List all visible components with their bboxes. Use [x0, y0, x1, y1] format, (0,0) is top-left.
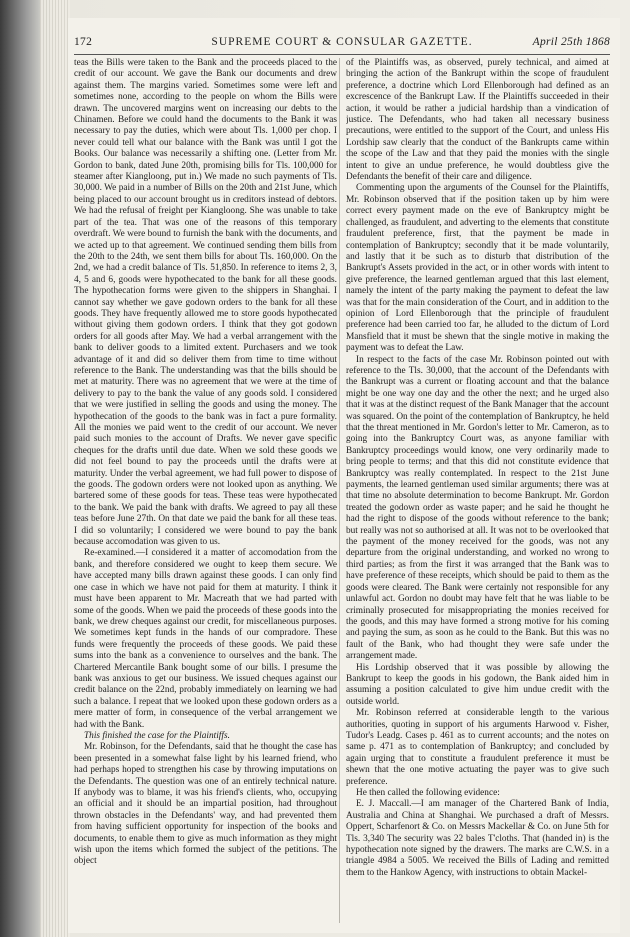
newspaper-page	[68, 18, 620, 933]
publication-title: SUPREME COURT & CONSULAR GAZETTE.	[211, 36, 473, 48]
right-column	[346, 58, 609, 923]
paragraph-plaintiffs-object: of the Plaintiffs was, as observed, purely technical, and aimed at bringing the action of the Bankrupt within the scope of fraudulent preference, a doctrine which Lord Ellenborough had defined as an excrescence of the Bankrupt Law. If the Plaintiffs succeeded in their action, it would be rather a judicial hardship than a vindication of justice. The Defendants, who had taken all necessary business precautions, were entitled to the support of the Court, and unless His Lordship saw clearly that the conduct of the Bankrupts came within the scope of the Law and that they paid the monies with the single intent to give an undue preference, he would doubtless give the Defendants the benefit of their care and diligence.	[346, 58, 609, 183]
paragraph-re-examined: Re-examined.—I considered it a matter of accomodation from the bank, and therefore considered we ought to keep them secure. We have accepted many bills drawn against these goods. I can only find one case in which we have not paid for them at maturity. I think it must have been apparent to Mr. Macreath that we had parted with some of the goods. When we paid the proceeds of these goods into the bank, we drew cheques against our credit, for miscellaneous purposes. We sometimes kept funds in the hands of our compradore. These funds were frequently the proceeds of these goods. We paid these sums into the bank as a convenience to ourselves and the bank. The Chartered Mercantile Bank bought some of our bills. I presume the bank was anxious to get our business. We issued cheques against our credit balance on the 22nd, probably immediately on learning we had such a balance. I repeat that we looked upon these godown orders as a mere matter of form, in consequence of the verbal arrangement we had with the Bank.	[74, 548, 337, 730]
paragraph-lordship-observed: His Lordship observed that it was possible by allowing the Bankrupt to keep the goods in his godown, the Bank aided him in assuming a position calculated to give him undue credit with the outside world.	[346, 662, 609, 707]
paragraph-case-finished: This finished the case for the Plaintiffs.	[84, 730, 230, 741]
issue-date: April 25th 1868	[532, 36, 610, 48]
paragraph-facts-of-case: In respect to the facts of the case Mr. Robinson pointed out with reference to the Tls. 30,000, that the account of the Defendants with the Bankrupt was a current or floating account and that the balance might be one way one day and the other the next; and he urged also that it was at the distinct request of the Bank Manager that the account was squared. On the point of the contemplation of Bankruptcy, he held that the threat mentioned in Mr. Gordon's letter to Mr. Cameron, as to going into the Bankruptcy Court was, as anyone familiar with Bankruptcy proceedings would know, one very ordinarily made to bring people to terms; and that this did not constitute evidence that Bankruptcy was really contemplated. In respect to the 21st June payments, the learned gentleman used similar arguments; there was at that time no absolute determination to become Bankrupt. Mr. Gordon treated the godown order as waste paper; and he said he thought he had the right to dispose of the goods without reference to the bank; but really was not so authorised at all. It was not to be overlooked that the payment of the money received for the goods, was not any departure from the original understanding, and worked no wrong to third parties; as from the first it was arranged that the Bank was to have preference of these receipts, which should be paid to them as the goods were cleared. The Bank were certainly not responsible for any unlawful act. Gordon no doubt may have felt that he was liable to be criminally prosecuted for misappropriating the monies received for the goods, and this may have formed a strong motive for his coming and paying the sum, as soon as he could to the Bank. But this was no fault of the Bank, who had thought they were safe under the arrangement made.	[346, 354, 609, 662]
header-rule	[74, 54, 610, 55]
paragraph-robinson-opening: Mr. Robinson, for the Defendants, said that he thought the case has been presented in a somewhat false light by his learned friend, who had perhaps hoped to strengthen his case by throwing imputations on the Defendants. The question was one of an entirely technical nature. If anybody was to blame, it was his friend's clients, who, occupying an official and it should be an impartial position, had throughout thrown obstacles in the Defendants' way, and had prevented them from having sufficient opportunity for inspection of the books and documents, to enable them to give as much information as they might wish upon the items which formed the subject of the petitions. The object	[74, 742, 337, 867]
column-divider	[339, 58, 340, 923]
paragraph-authorities: Mr. Robinson referred at considerable length to the various authorities, quoting in support of his arguments Harwood v. Fisher, Tudor's Leadg. Cases p. 461 as to current accounts; and the notes on same p. 471 as to contemplation of Bankruptcy; and concluded by again urging that to constitute a fraudulent preference it must be shewn that the one motive actuating the payer was to give such preference.	[346, 708, 609, 787]
page-number: 172	[74, 36, 93, 48]
page-edges	[40, 0, 70, 937]
paragraph-commenting: Commenting upon the arguments of the Counsel for the Plaintiffs, Mr. Robinson observed that if the position taken up by him were correct every payment made on the eve of Bankruptcy might be challenged, as fraudulent, and adverting to the elements that constitute fraudulent preference, first, that the payment be made in contemplation of Bankruptcy; secondly that it be made voluntarily, and lastly that it be such as to disturb that distribution of the Bankrupt's Assets provided in the act, or in other words with intent to give preference, the learned gentleman argued that this last element, namely the intent of the party making the payment to defeat the law was that for the main consideration of the Court, and in addition to the opinion of Lord Ellenborough that the principle of fraudulent preference had been carried too far, he alluded to the dictum of Lord Mansfield that it must be shewn that the single motive in making the payment was to defeat the Law.	[346, 183, 609, 354]
page-header	[74, 36, 610, 52]
left-column	[74, 58, 337, 923]
paragraph-evidence-called: He then called the following evidence:	[356, 788, 500, 798]
paragraph-evidence: teas the Bills were taken to the Bank and the proceeds placed to the credit of our account. We gave the Bank our documents and drew against them. The margins varied. Sometimes some were left and sometimes none, according to the people on whom the Bills were drawn. The uncovered margins went on increasing our debts to the Chinamen. Before we could hand the documents to the Bank it was necessary to pay the duties, which were about Tls. 1,000 per chop. I never could tell what our balance with the Bank was until I got the Books. Our balance was necessarily a shifting one. (Letter from Mr. Gordon to bank, dated June 20th, promising bills for Tls. 100,000 for steamer after Kiangloong, put in.) We made no such payments of Tls. 30,000. We paid in a number of Bills on the 20th and 21st June, which being placed to our account brought us in creditors instead of debtors. We had the refusal of freight per Kiangloong. She was unable to take part of the tea. That was one of the reasons of this temporary overdraft. We were bound to furnish the bank with the documents, and we acted up to that agreement. We continued sending them bills from the 20th to the 24th, we sent them bills for about Tls. 160,000. On the 2nd, we had a credit balance of Tls. 51,850. In reference to items 2, 3, 4, 5 and 6, goods were hypothecated to the bank for all these goods. The hypothecation forms were given to the shippers in Shanghai. I cannot say whether we gave godown orders to the bank for all these goods. They have frequently allowed me to store goods hypothecated without giving them godown orders. I think that they got godown orders for all goods after May. We had a verbal arrangement with the bank to deliver goods to a limited extent. Purchasers and we took advantage of it and did so deliver them from time to time without reference to the Bank. The understanding was that the bills should be met at maturity. There was no agreement that we were at the time of delivery to pay to the bank the value of any goods sold. I considered that we were justified in selling the goods and using the money. The hypothecation of the goods to the bank was in fact a pure formality. All the monies we paid went to the credit of our account. We never paid such monies to the account of Drafts. We never gave specific cheques for the drafts until due date. When we sold these goods we did not feel bound to pay the proceeds until the drafts were at maturity. Under the verbal agreement, we had full power to dispose of the goods. The godown orders were not looked upon as anything. We bartered some of these goods for teas. These teas were hypothecated to the bank. We paid the bank with drafts. We agreed to pay all these teas before June 27th. On that date we paid the bank for all these teas. I did so voluntarily; I considered we were bound to pay the bank because accomodation was given to us.	[74, 58, 337, 548]
paragraph-maccall-testimony: E. J. Maccall.—I am manager of the Chartered Bank of India, Australia and China at Shanghai. We purchased a draft of Messrs. Oppert, Scharfenort & Co. on Messrs Mackellar & Co. on June 5th for Tls. 3,340 The security was 22 bales T'cloths. That (handed in) is the hypothecation note signed by the drawers. The marks are C.W.S. in a triangle 4984 a 5005. We received the Bills of Lading and remitted them to the Hankow Agency, with instructions to obtain Mackel-	[346, 799, 609, 878]
